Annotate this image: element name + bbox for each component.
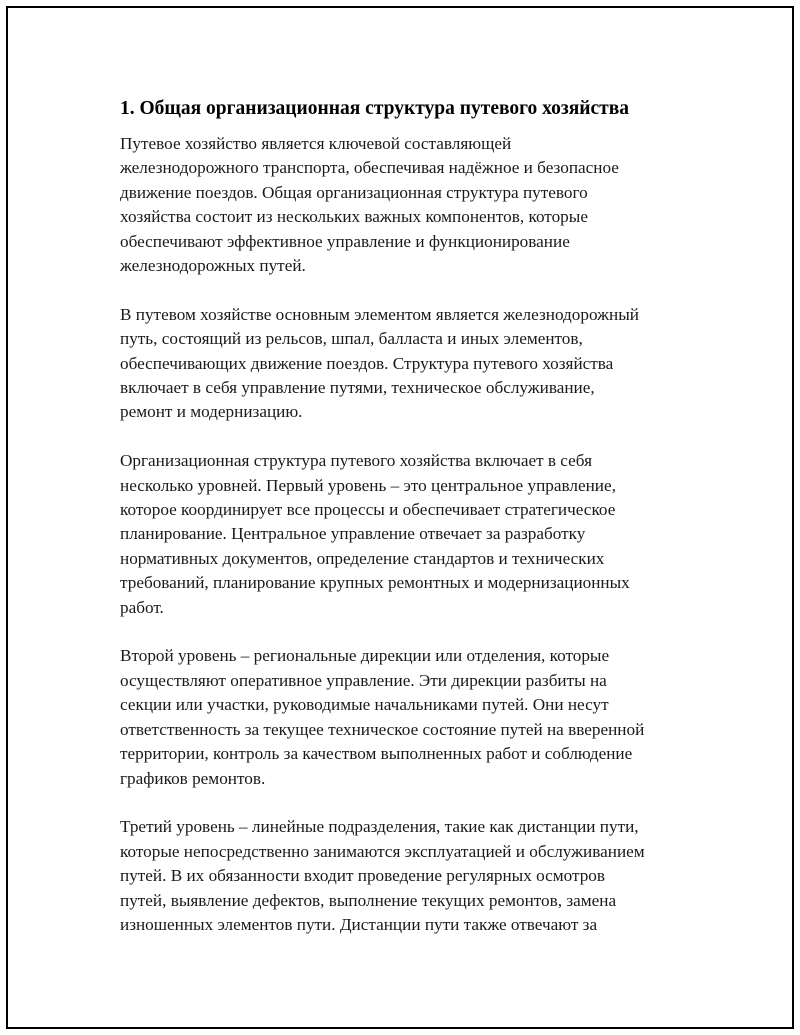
paragraph-line: Путевое хозяйство является ключевой составляющей [120, 134, 512, 153]
paragraph-line: включает в себя управление путями, техническое обслуживание, [120, 378, 595, 398]
paragraph-line: осуществляют оперативное управление. Эти дирекции разбиты на [120, 670, 607, 690]
paragraph-line: несколько уровней. Первый уровень – это центральное управление, [120, 475, 616, 495]
paragraph-line: которые непосредственно занимаются эксплуатацией и обслуживанием [120, 841, 645, 861]
paragraph-line: путей. В их обязанности входит проведение регулярных осмотров [120, 866, 606, 886]
document-body [120, 96, 700, 962]
paragraph-line: секции или участки, руководимые начальниками путей. Они несут [120, 695, 609, 715]
paragraph-line: В путевом хозяйстве основным элементом является железнодорожный [120, 304, 639, 324]
paragraph [120, 449, 700, 620]
paragraph-line: графиков ремонтов. [120, 768, 266, 788]
paragraph-line: железнодорожных путей. [120, 256, 306, 276]
paragraph-line: хозяйства состоит из нескольких важных компонентов, которые [120, 207, 588, 227]
paragraph-line: ответственность за текущее техническое состояние путей на вверенной [120, 719, 645, 739]
paragraph [120, 303, 700, 425]
paragraph-line: требований, планирование крупных ремонтных и модернизационных [120, 573, 630, 593]
paragraph-line: планирование. Центральное управление отвечает за разработку [120, 524, 586, 544]
paragraph-line: Организационная структура путевого хозяйства включает в себя [120, 451, 592, 471]
paragraph-line: движение поездов. Общая организационная структура путевого [120, 182, 588, 202]
paragraph-line: путей, выявление дефектов, выполнение текущих ремонтов, замена [120, 890, 617, 910]
paragraph [120, 815, 700, 937]
paragraph-line: ремонт и модернизацию. [120, 402, 303, 422]
page-frame [6, 6, 794, 1029]
paragraph-line: железнодорожного транспорта, обеспечивая надёжное и безопасное [120, 158, 619, 178]
paragraph [120, 132, 700, 278]
paragraph-line: изношенных элементов пути. Дистанции пути также отвечают за [120, 914, 598, 934]
paragraph-line: Третий уровень – линейные подразделения, такие как дистанции пути, [120, 817, 639, 837]
section-heading: 1. Общая организационная структура путевого хозяйства [120, 98, 630, 119]
paragraph-list [120, 132, 700, 937]
paragraph-line: нормативных документов, определение стандартов и технических [120, 548, 605, 568]
paragraph-line: которое координирует все процессы и обеспечивает стратегическое [120, 500, 616, 520]
paragraph [120, 644, 700, 790]
paragraph-line: Второй уровень – региональные дирекции или отделения, которые [120, 646, 610, 666]
paragraph-line: обеспечивают эффективное управление и функционирование [120, 231, 570, 251]
paragraph-line: путь, состоящий из рельсов, шпал, балласта и иных элементов, [120, 329, 583, 349]
paragraph-line: обеспечивающих движение поездов. Структура путевого хозяйства [120, 353, 614, 373]
paragraph-line: работ. [120, 597, 164, 617]
paragraph-line: территории, контроль за качеством выполненных работ и соблюдение [120, 744, 633, 764]
